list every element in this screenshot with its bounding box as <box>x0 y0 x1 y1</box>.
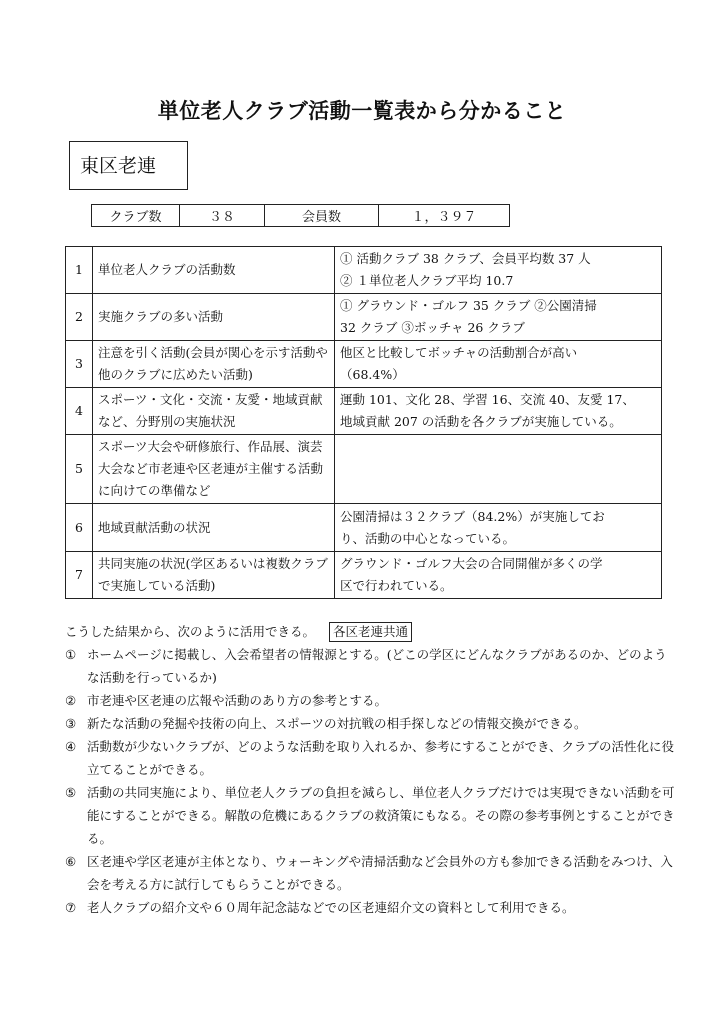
result-line: 地域貢献 207 の活動を各クラブが実施している。 <box>340 414 622 429</box>
table-row <box>66 552 662 599</box>
table-row <box>66 504 662 552</box>
usage-text: 市老連や区老連の広報や活動のあり方の参考とする。 <box>87 693 388 708</box>
club-count-label: クラブ数 <box>92 205 180 227</box>
row-item: スポーツ大会や研修旅行、作品展、演芸大会など市老連や区老連が主催する活動に向けての準備など <box>93 435 335 504</box>
row-number: 6 <box>66 504 93 552</box>
usage-marker: ⑦ <box>65 900 77 915</box>
result-line: 32 クラブ ③ボッチャ 26 クラブ <box>340 320 525 335</box>
member-count-value: １，３９７ <box>379 205 510 227</box>
usage-section <box>65 620 675 919</box>
usage-item <box>65 896 675 919</box>
table-row <box>66 388 662 435</box>
usage-intro-text: こうした結果から、次のように活用できる。 <box>65 624 316 639</box>
table-row <box>66 247 662 294</box>
organization-label: 東区老連 <box>69 141 188 190</box>
table-row <box>66 294 662 341</box>
row-number: 5 <box>66 435 93 504</box>
usage-text: 区老連や学区老連が主体となり、ウォーキングや清掃活動など会員外の方も参加できる活動をみつけ、入会を考える方に試行してもらうことができる。 <box>87 854 673 892</box>
usage-list <box>65 643 675 919</box>
usage-item <box>65 781 675 850</box>
result-line: ① グラウンド・ゴルフ 35 クラブ ②公園清掃 <box>340 298 597 313</box>
usage-text: ホームページに掲載し、入会希望者の情報源とする。(どこの学区にどんなクラブがあるのか、どのような活動を行っているか) <box>87 647 667 685</box>
usage-marker: ③ <box>65 716 77 731</box>
row-item: 注意を引く活動(会員が関心を示す活動や他のクラブに広めたい活動) <box>93 341 335 388</box>
usage-text: 新たな活動の発掘や技術の向上、スポーツの対抗戦の相手探しなどの情報交換ができる。 <box>87 716 587 731</box>
result-line: ② １単位老人クラブ平均 10.7 <box>340 273 514 288</box>
common-badge: 各区老連共通 <box>329 622 412 642</box>
result-line: （68.4%） <box>340 367 405 382</box>
usage-intro <box>65 620 675 643</box>
row-result <box>335 294 662 341</box>
row-number: 7 <box>66 552 93 599</box>
row-result <box>335 247 662 294</box>
result-line: 公園清掃は３２クラブ（84.2%）が実施してお <box>340 508 605 524</box>
table-row <box>66 341 662 388</box>
usage-item <box>65 850 675 896</box>
usage-text: 活動の共同実施により、単位老人クラブの負担を減らし、単位老人クラブだけでは実現できない活動を可能にすることができる。解散の危機にあるクラブの救済策にもなる。その際の参考事例とすることができる。 <box>87 785 675 846</box>
usage-text: 活動数が少ないクラブが、どのような活動を取り入れるか、参考にすることができ、クラブの活性化に役立てることができる。 <box>87 739 675 777</box>
row-item: 実施クラブの多い活動 <box>93 294 335 341</box>
result-line: 他区と比較してボッチャの活動割合が高い <box>340 345 578 360</box>
usage-marker: ② <box>65 693 77 708</box>
activity-table-body <box>66 247 662 599</box>
row-item: 共同実施の状況(学区あるいは複数クラブで実施している活動) <box>93 552 335 599</box>
result-line: 区で行われている。 <box>340 578 453 593</box>
usage-marker: ⑥ <box>65 854 77 869</box>
row-result <box>335 341 662 388</box>
summary-row <box>92 205 510 227</box>
row-item: 単位老人クラブの活動数 <box>93 247 335 294</box>
row-result <box>335 504 662 552</box>
summary-table <box>91 204 510 227</box>
usage-text: 老人クラブの紹介文や６０周年記念誌などでの区老連紹介文の資料として利用できる。 <box>87 900 575 915</box>
row-number: 2 <box>66 294 93 341</box>
row-item: スポーツ・文化・交流・友愛・地域貢献など、分野別の実施状況 <box>93 388 335 435</box>
result-line: り、活動の中心となっている。 <box>340 530 516 546</box>
activity-table <box>65 246 662 599</box>
row-number: 1 <box>66 247 93 294</box>
member-count-label: 会員数 <box>265 205 379 227</box>
usage-item <box>65 735 675 781</box>
usage-marker: ⑤ <box>65 785 77 800</box>
table-row <box>66 435 662 504</box>
row-item: 地域貢献活動の状況 <box>93 504 335 552</box>
usage-marker: ① <box>65 647 77 662</box>
usage-item <box>65 712 675 735</box>
row-result <box>335 388 662 435</box>
row-number: 4 <box>66 388 93 435</box>
usage-item <box>65 643 675 689</box>
row-result <box>335 435 662 504</box>
usage-item <box>65 689 675 712</box>
row-number: 3 <box>66 341 93 388</box>
result-line: ① 活動クラブ 38 クラブ、会員平均数 37 人 <box>340 251 591 266</box>
club-count-value: ３８ <box>180 205 265 227</box>
usage-marker: ④ <box>65 739 77 754</box>
row-result <box>335 552 662 599</box>
result-line: 運動 101、文化 28、学習 16、交流 40、友愛 17、 <box>340 392 635 407</box>
result-line: グラウンド・ゴルフ大会の合同開催が多くの学 <box>340 556 603 571</box>
page-title: 単位老人クラブ活動一覧表から分かること <box>157 99 567 123</box>
